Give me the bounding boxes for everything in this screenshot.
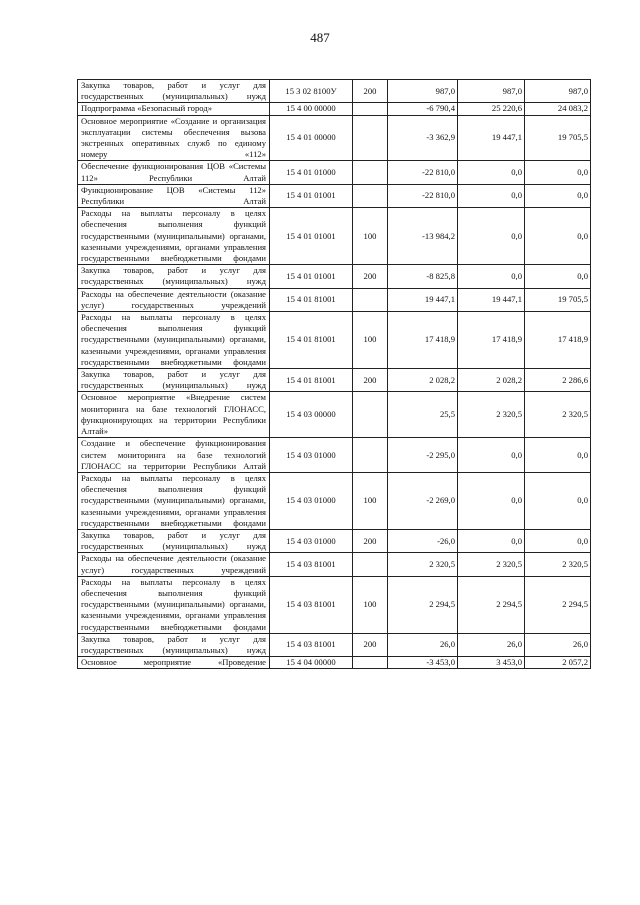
row-amount-2-cell: 19 447,1 [458,288,525,311]
row-code-cell: 15 4 01 01001 [270,208,353,265]
row-amount-1-cell: 987,0 [388,80,458,103]
row-expense-type-cell: 100 [353,472,388,529]
row-code-cell: 15 3 02 8100У [270,80,353,103]
row-amount-3-cell: 2 320,5 [525,392,591,438]
row-amount-1-cell: 19 447,1 [388,288,458,311]
table-row [78,312,591,369]
row-amount-3-cell: 19 705,5 [525,288,591,311]
row-amount-2-cell: 25 220,6 [458,103,525,115]
row-code-cell: 15 4 04 00000 [270,657,353,669]
row-code-cell: 15 4 01 81001 [270,312,353,369]
row-code-cell: 15 4 01 01000 [270,161,353,184]
row-code-cell: 15 4 03 81001 [270,576,353,633]
table-row [78,208,591,265]
row-expense-type-cell [353,288,388,311]
row-amount-1-cell: 26,0 [388,633,458,656]
row-name-cell: Расходы на выплаты персоналу в целях обеспечения выполнения функций государственными (муниципальными) органами, казенными учреждениями, органами управления государственными внебюджетными фондами [78,312,270,369]
row-expense-type-cell: 100 [353,208,388,265]
row-name-cell: Расходы на выплаты персоналу в целях обеспечения выполнения функций государственными (муниципальными) органами, казенными учреждениями, органами управления государственными внебюджетными фондами [78,576,270,633]
row-amount-3-cell: 0,0 [525,472,591,529]
row-code-cell: 15 4 01 01001 [270,184,353,207]
row-code-cell: 15 4 01 81001 [270,369,353,392]
row-expense-type-cell [353,115,388,161]
row-amount-3-cell: 2 286,6 [525,369,591,392]
row-amount-2-cell: 987,0 [458,80,525,103]
row-amount-1-cell: 2 294,5 [388,576,458,633]
row-amount-2-cell: 2 294,5 [458,576,525,633]
row-code-cell: 15 4 03 81001 [270,633,353,656]
row-amount-2-cell: 0,0 [458,208,525,265]
row-amount-3-cell: 0,0 [525,208,591,265]
row-code-cell: 15 4 01 81001 [270,288,353,311]
row-name-cell: Обеспечение функционирования ЦОВ «Системы 112» Республики Алтай [78,161,270,184]
row-name-cell: Закупка товаров, работ и услуг для государственных (муниципальных) нужд [78,529,270,552]
row-amount-2-cell: 0,0 [458,265,525,288]
row-amount-3-cell: 2 320,5 [525,553,591,576]
row-code-cell: 15 4 03 01000 [270,529,353,552]
row-name-cell: Расходы на выплаты персоналу в целях обеспечения выполнения функций государственными (муниципальными) органами, казенными учреждениями, органами управления государственными внебюджетными фондами [78,472,270,529]
row-expense-type-cell [353,657,388,669]
table-row [78,184,591,207]
row-amount-3-cell: 0,0 [525,529,591,552]
table-row [78,369,591,392]
row-expense-type-cell [353,184,388,207]
table-row [78,265,591,288]
table-row [78,529,591,552]
row-name-cell: Закупка товаров, работ и услуг для государственных (муниципальных) нужд [78,265,270,288]
table-row [78,438,591,473]
row-amount-1-cell: 25,5 [388,392,458,438]
row-name-cell: Основное мероприятие «Внедрение систем мониторинга на базе технологий ГЛОНАСС, функционирующих на территории Республики Алтай» [78,392,270,438]
row-code-cell: 15 4 03 00000 [270,392,353,438]
table-row [78,553,591,576]
row-amount-3-cell: 19 705,5 [525,115,591,161]
row-name-cell: Закупка товаров, работ и услуг для государственных (муниципальных) нужд [78,633,270,656]
row-amount-3-cell: 0,0 [525,184,591,207]
table-row [78,472,591,529]
page-number: 487 [310,30,330,45]
row-amount-2-cell: 0,0 [458,438,525,473]
row-amount-2-cell: 3 453,0 [458,657,525,669]
row-amount-2-cell: 0,0 [458,161,525,184]
row-amount-2-cell: 0,0 [458,529,525,552]
table-row [78,288,591,311]
row-expense-type-cell: 200 [353,80,388,103]
table-body [78,80,591,669]
row-expense-type-cell [353,161,388,184]
row-name-cell: Основное мероприятие «Создание и организация эксплуатации системы обеспечения вызова экстренных оперативных служб по единому номеру «112» [78,115,270,161]
row-amount-1-cell: -22 810,0 [388,161,458,184]
row-amount-3-cell: 26,0 [525,633,591,656]
table-row [78,657,591,669]
row-amount-2-cell: 0,0 [458,472,525,529]
row-amount-1-cell: -26,0 [388,529,458,552]
table-row [78,576,591,633]
row-amount-1-cell: -8 825,8 [388,265,458,288]
row-amount-1-cell: -2 269,0 [388,472,458,529]
table-row [78,392,591,438]
row-expense-type-cell: 200 [353,369,388,392]
row-name-cell: Расходы на обеспечение деятельности (оказание услуг) государственных учреждений [78,553,270,576]
row-name-cell: Создание и обеспечение функционирования систем мониторинга на базе технологий ГЛОНАСС на территории Республики Алтай [78,438,270,473]
row-amount-1-cell: -3 362,9 [388,115,458,161]
table-row [78,103,591,115]
row-expense-type-cell [353,392,388,438]
row-expense-type-cell: 100 [353,312,388,369]
row-amount-3-cell: 0,0 [525,438,591,473]
row-expense-type-cell: 200 [353,633,388,656]
row-code-cell: 15 4 01 01001 [270,265,353,288]
row-amount-3-cell: 987,0 [525,80,591,103]
row-amount-1-cell: -2 295,0 [388,438,458,473]
row-name-cell: Закупка товаров, работ и услуг для государственных (муниципальных) нужд [78,369,270,392]
row-amount-1-cell: -6 790,4 [388,103,458,115]
table-row [78,115,591,161]
row-amount-2-cell: 17 418,9 [458,312,525,369]
table-row [78,633,591,656]
row-amount-3-cell: 0,0 [525,265,591,288]
row-amount-1-cell: -13 984,2 [388,208,458,265]
row-amount-3-cell: 17 418,9 [525,312,591,369]
row-code-cell: 15 4 01 00000 [270,115,353,161]
row-amount-3-cell: 2 294,5 [525,576,591,633]
row-expense-type-cell [353,438,388,473]
row-amount-1-cell: -3 453,0 [388,657,458,669]
row-amount-2-cell: 2 320,5 [458,553,525,576]
table-row [78,80,591,103]
row-amount-2-cell: 19 447,1 [458,115,525,161]
row-amount-3-cell: 2 057,2 [525,657,591,669]
row-name-cell: Основное мероприятие «Проведение [78,657,270,669]
row-name-cell: Расходы на обеспечение деятельности (оказание услуг) государственных учреждений [78,288,270,311]
row-expense-type-cell [353,103,388,115]
table-row [78,161,591,184]
row-expense-type-cell [353,553,388,576]
row-expense-type-cell: 200 [353,529,388,552]
row-name-cell: Закупка товаров, работ и услуг для государственных (муниципальных) нужд [78,80,270,103]
row-amount-1-cell: 2 320,5 [388,553,458,576]
row-expense-type-cell: 100 [353,576,388,633]
row-amount-1-cell: -22 810,0 [388,184,458,207]
row-amount-2-cell: 2 028,2 [458,369,525,392]
row-name-cell: Функционирование ЦОВ «Системы 112» Республики Алтай [78,184,270,207]
row-code-cell: 15 4 03 81001 [270,553,353,576]
row-code-cell: 15 4 03 01000 [270,438,353,473]
row-amount-1-cell: 2 028,2 [388,369,458,392]
row-expense-type-cell: 200 [353,265,388,288]
row-name-cell: Расходы на выплаты персоналу в целях обеспечения выполнения функций государственными (муниципальными) органами, казенными учреждениями, органами управления государственными внебюджетными фондами [78,208,270,265]
row-code-cell: 15 4 03 01000 [270,472,353,529]
row-name-cell: Подпрограмма «Безопасный город» [78,103,270,115]
row-amount-1-cell: 17 418,9 [388,312,458,369]
row-amount-2-cell: 2 320,5 [458,392,525,438]
row-amount-2-cell: 0,0 [458,184,525,207]
budget-table [77,79,591,669]
row-amount-3-cell: 0,0 [525,161,591,184]
row-code-cell: 15 4 00 00000 [270,103,353,115]
row-amount-2-cell: 26,0 [458,633,525,656]
row-amount-3-cell: 24 083,2 [525,103,591,115]
